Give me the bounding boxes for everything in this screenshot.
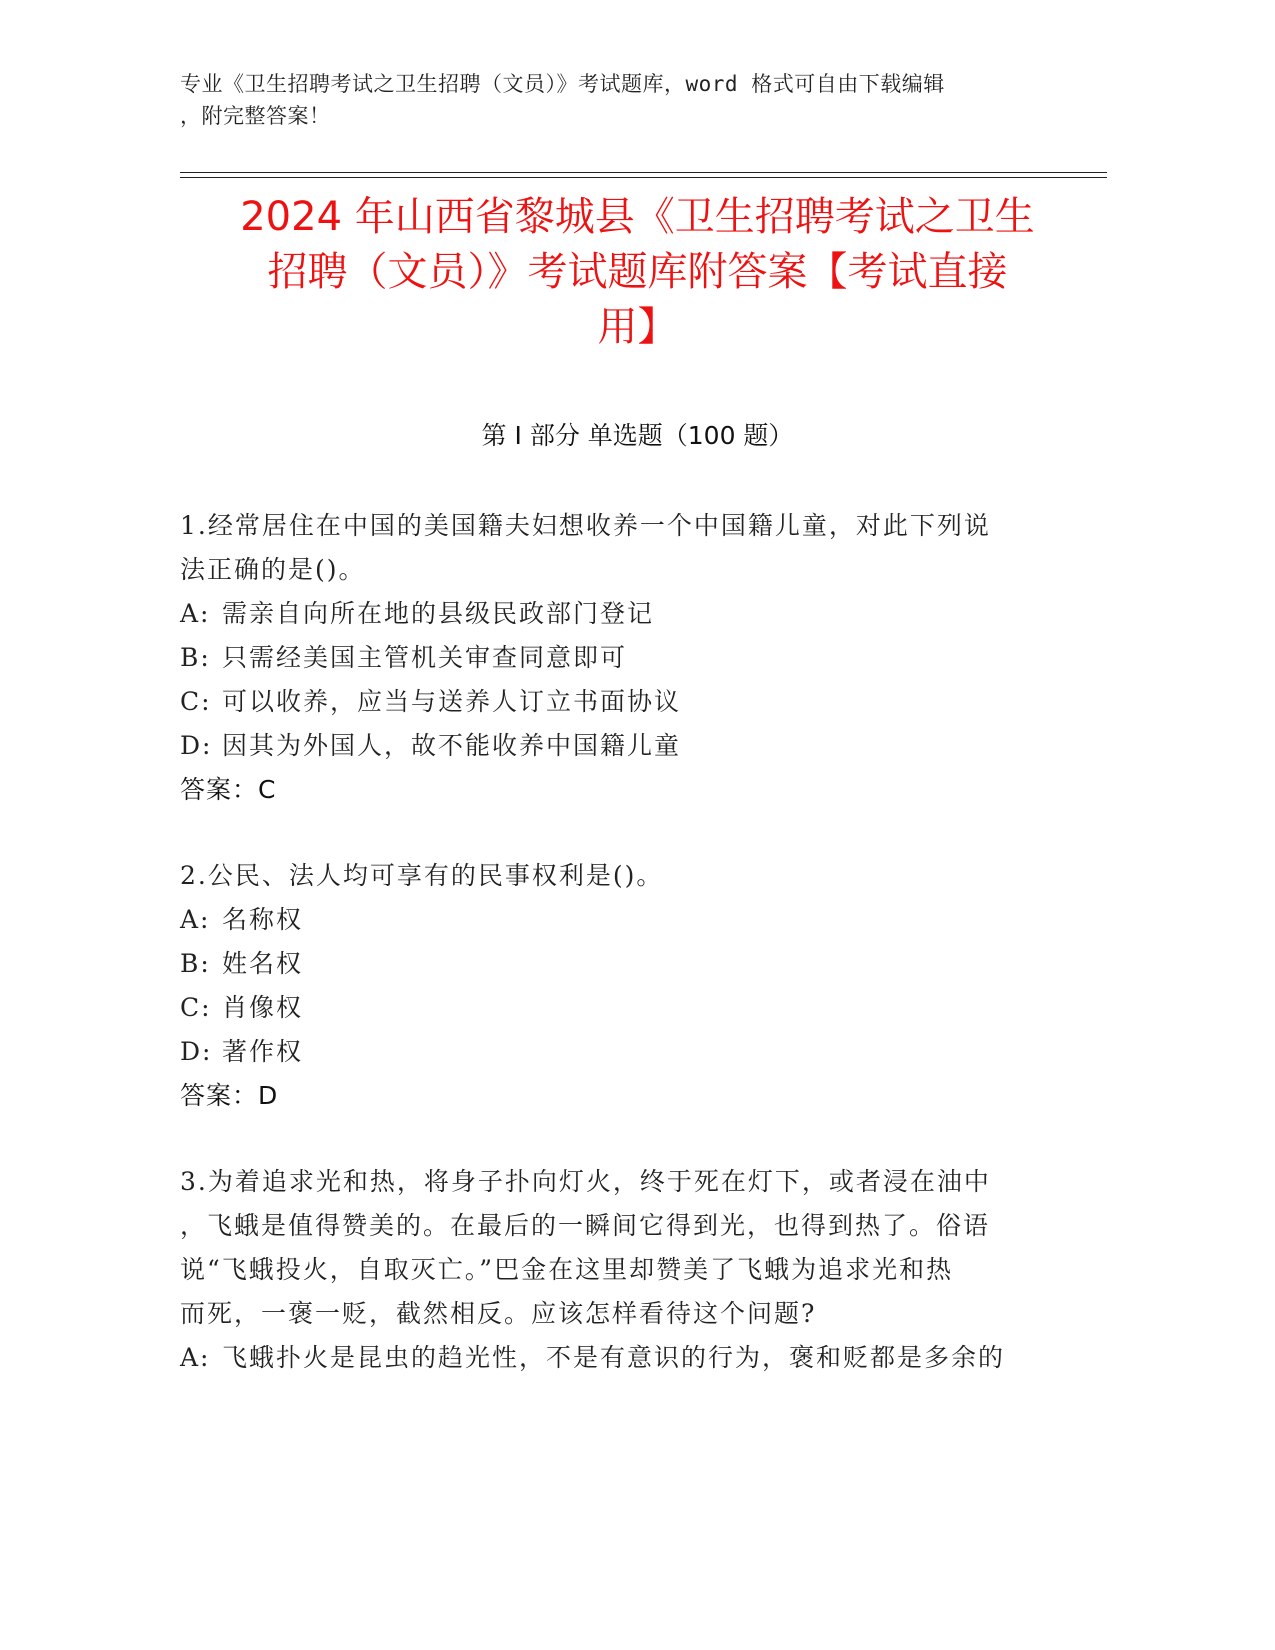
header-divider-thin [180, 177, 1107, 178]
option-d [180, 724, 1040, 768]
section-title: 第 I 部分 单选题（100 题） [481, 421, 794, 450]
document-title-line-3: 用】 [597, 304, 678, 350]
question-stem [180, 1160, 1040, 1336]
document-title-line-2: 招聘（文员）》考试题库附答案【考试直接 [267, 249, 1008, 295]
header-note-line-1: 专业《卫生招聘考试之卫生招聘（文员）》考试题库，word 格式可自由下载编辑 [180, 72, 945, 96]
option-text: 著作权 [222, 1037, 304, 1066]
answer-line: 答案：D [180, 1081, 279, 1110]
option-text: 只需经美国主管机关审查同意即可 [222, 643, 628, 672]
option-key: B: [180, 949, 211, 978]
option-key: A: [180, 599, 211, 628]
option-text: 名称权 [222, 905, 304, 934]
header-divider-thick [180, 172, 1107, 173]
option-a [180, 898, 1040, 942]
option-text: 飞蛾扑火是昆虫的趋光性，不是有意识的行为，褒和贬都是多余的 [222, 1343, 1006, 1372]
option-key: D: [180, 731, 213, 760]
option-c [180, 986, 1040, 1030]
option-key: C: [180, 687, 212, 716]
option-text: 因其为外国人，故不能收养中国籍儿童 [222, 731, 682, 760]
option-b [180, 636, 1040, 680]
option-d [180, 1030, 1040, 1074]
header-note [180, 68, 1040, 132]
option-key: A: [180, 905, 211, 934]
option-key: B: [180, 643, 211, 672]
option-a [180, 592, 1040, 636]
question-stem [180, 854, 1040, 898]
header-note-line-2: ，附完整答案！ [180, 104, 331, 128]
question-stem-line: 2.公民、法人均可享有的民事权利是()。 [180, 861, 664, 890]
question-stem-line: 说“飞蛾投火，自取灭亡。”巴金在这里却赞美了飞蛾为追求光和热 [180, 1255, 954, 1284]
question-2 [180, 854, 1040, 1118]
question-stem-line: 而死，一褒一贬，截然相反。应该怎样看待这个问题? [180, 1299, 817, 1328]
answer-line: 答案：C [180, 775, 277, 804]
question-3 [180, 1160, 1040, 1380]
question-stem-line: ，飞蛾是值得赞美的。在最后的一瞬间它得到光，也得到热了。俗语 [180, 1211, 991, 1240]
document-title [180, 190, 1095, 355]
question-stem [180, 504, 1040, 592]
question-stem-line: 1.经常居住在中国的美国籍夫妇想收养一个中国籍儿童，对此下列说 [180, 511, 991, 540]
question-1 [180, 504, 1040, 812]
option-c [180, 680, 1040, 724]
option-text: 可以收养，应当与送养人订立书面协议 [222, 687, 682, 716]
option-text: 需亲自向所在地的县级民政部门登记 [222, 599, 655, 628]
question-list [180, 504, 1040, 1422]
question-stem-line: 3.为着追求光和热，将身子扑向灯火，终于死在灯下，或者浸在油中 [180, 1167, 991, 1196]
option-key: D: [180, 1037, 213, 1066]
document-title-line-1: 2024 年山西省黎城县《卫生招聘考试之卫生 [240, 194, 1035, 240]
option-text: 肖像权 [222, 993, 304, 1022]
option-key: C: [180, 993, 212, 1022]
option-b [180, 942, 1040, 986]
question-stem-line: 法正确的是()。 [180, 555, 366, 584]
option-a [180, 1336, 1040, 1380]
option-key: A: [180, 1343, 211, 1372]
option-text: 姓名权 [222, 949, 304, 978]
